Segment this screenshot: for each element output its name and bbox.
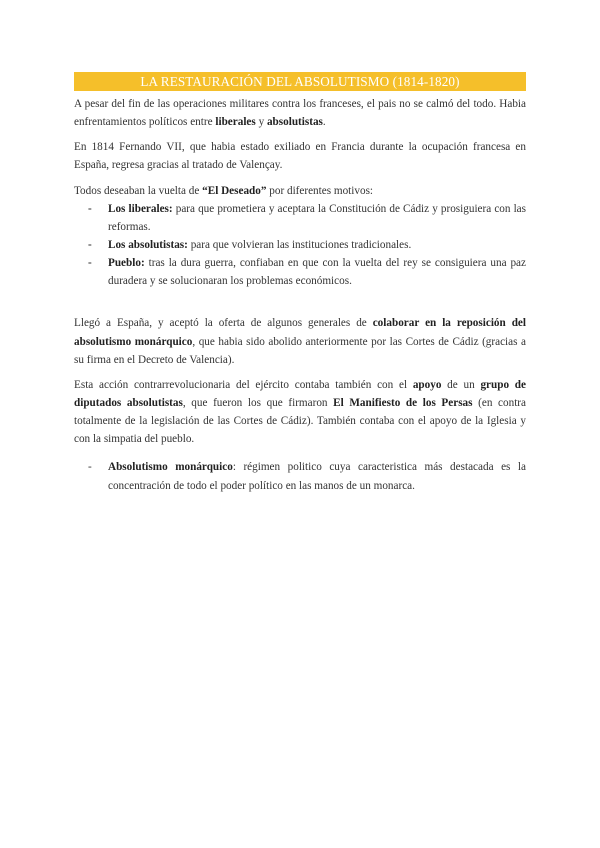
text: de un: [441, 378, 481, 391]
definition-term: Absolutismo monárquico: [108, 461, 233, 474]
paragraph-llegada: [74, 314, 526, 368]
bold-term-diputados: grupo de diputados absolutistas: [74, 378, 526, 409]
bold-term-deseado: “El Deseado”: [202, 184, 267, 197]
list-item-label: Los liberales:: [108, 202, 173, 215]
dash-bullet: -: [88, 238, 92, 251]
text: y: [255, 116, 267, 129]
paragraph-persas: [74, 376, 526, 449]
definition-text: : régimen politico cuya caracteristica más destacada es la concentración de todo el poder político en las manos de un monarca.: [108, 461, 526, 492]
text: por diferentes motivos:: [266, 184, 374, 197]
list-item: [74, 254, 526, 290]
list-item-text: tras la dura guerra, confiaban en que con la vuelta del rey se consiguiera una paz duradera y se solucionaran los problemas económicos.: [108, 257, 526, 288]
paragraph-fernando: En 1814 Fernando VII, que habia estado exiliado en Francia durante la ocupación francesa en España, regresa gracias al tratado de Valençay.: [74, 141, 526, 172]
text: Esta acción contrarrevolucionaria del ejército contaba también con el: [74, 378, 413, 391]
list-item-label: Los absolutistas:: [108, 238, 188, 251]
list-item: [74, 236, 526, 254]
text: .: [322, 116, 326, 129]
list-item: [74, 200, 526, 236]
text: A pesar del fin de las operaciones militares contra los franceses, el pais no se calmó del todo. Habia enfrentamientos políticos entre: [74, 98, 526, 129]
text: Todos deseaban la vuelta de: [74, 184, 203, 197]
bold-term-apoyo: apoyo: [412, 378, 442, 391]
paragraph-deseado: [74, 182, 526, 200]
motives-list: [74, 200, 526, 291]
definition-list: [74, 458, 526, 494]
text: (en contra totalmente de la legislación de las Cortes de Cádiz). También contaba con el apoyo de la Iglesia y con la simpatia del pueblo.: [74, 396, 526, 446]
list-item-text: para que prometiera y aceptara la Constitución de Cádiz y prosiguiera con las reformas.: [108, 202, 526, 233]
text: Llegó a España, y aceptó la oferta de algunos generales de: [74, 317, 373, 330]
document-page: [74, 72, 526, 495]
dash-bullet: -: [88, 202, 92, 215]
bold-term-colaborar: colaborar en la reposición del absolutismo monárquico: [74, 317, 526, 348]
text: , que habia sido abolido anteriormente por las Cortes de Cádiz (gracias a su firma en el Decreto de Valencia).: [74, 335, 526, 366]
spacer: [74, 290, 526, 314]
dash-bullet: -: [88, 257, 92, 270]
section-title: LA RESTAURACIÓN DEL ABSOLUTISMO (1814-1820): [74, 72, 526, 91]
text: , que fueron los que firmaron: [182, 396, 334, 409]
bold-term-absolutistas: absolutistas: [266, 116, 323, 129]
paragraph-intro: [74, 95, 526, 131]
dash-bullet: -: [88, 461, 92, 474]
definition-item: [74, 458, 526, 494]
list-item-label: Pueblo:: [108, 257, 145, 270]
bold-term-manifiesto: El Manifiesto de los Persas: [333, 396, 473, 409]
list-item-text: para que volvieran las instituciones tradicionales.: [187, 238, 412, 251]
bold-term-liberales: liberales: [215, 116, 256, 129]
